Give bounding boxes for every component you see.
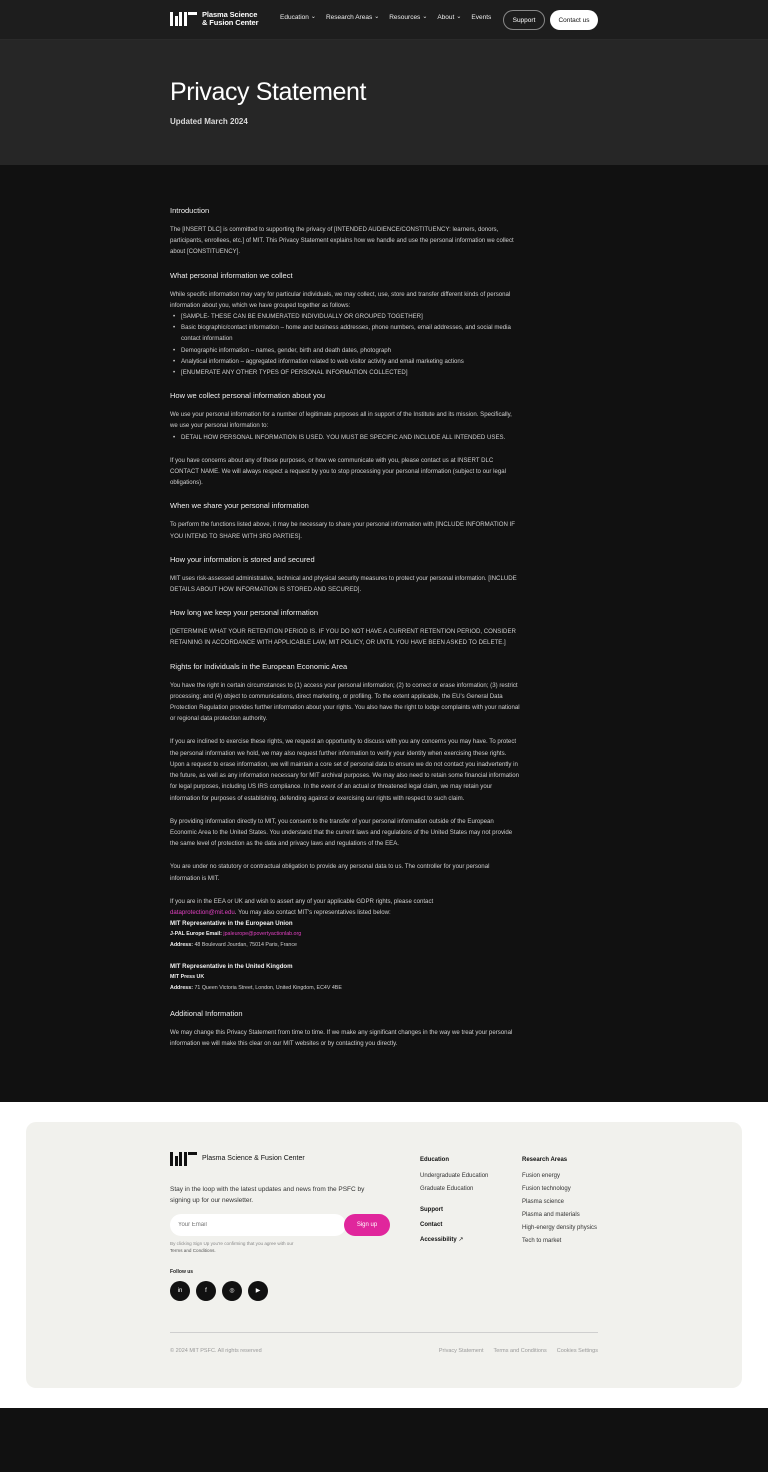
top-navigation-bar [0,0,768,40]
paragraph: [DETERMINE WHAT YOUR RETENTION PERIOD IS. IF YOU DO NOT HAVE A CURRENT RETENTION PERIOD, CONSIDER RETAINING IN ACCORDANCE WITH APPLICABLE LAW, MIT POLICY, OR UNTIL YOU HAVE BEEN ASKED TO DELETE.] [170,628,516,647]
chevron-down-icon: ⌄ [456,14,462,20]
paragraph: The [INSERT DLC] is committed to supporting the privacy of [INTENDED AUDIENCE/CONSTITUENCY: learners, donors, participants, enrollees, etc.] of MIT. This Privacy Statement explains how we handle and use the personal information we collect about [CONSTITUENCY]. [170,226,514,256]
privacy-content [170,165,520,1102]
footer-link-research[interactable]: Plasma and materials [522,1211,580,1218]
chevron-down-icon: ⌄ [422,14,428,20]
youtube-icon[interactable]: ▶ [248,1281,268,1301]
privacy-statement-link[interactable]: Privacy Statement [438,1347,484,1354]
paragraph: If you have concerns about any of these purposes, or how we communicate with you, please contact us at INSERT DLC CONTACT NAME. We will always respect a request by you to stop processing your personal information (subject to our legal obligations). [170,456,506,487]
paragraph: By providing information directly to MIT, you consent to the transfer of your personal information outside of the European Economic Area to the United States. You understand that the current laws and regulations of the United States may not provide the same level of protection as the data and privacy laws and regulations of the EEA. [170,817,513,848]
legal-links [439,1348,598,1354]
paragraph: We use your personal information for a number of legitimate purposes all in support of the Institute and its mission. Specifically, we use your personal information to: [170,411,512,430]
footer-link-support[interactable]: Support [420,1206,443,1213]
footer-link-research[interactable]: Fusion technology [522,1185,571,1192]
paragraph: You are under no statutory or contractual obligation to provide any personal data to us. The controller for your personal information is MIT. [170,863,490,882]
section-heading: Introduction [170,206,210,215]
list-item: • DETAIL HOW PERSONAL INFORMATION IS USED. YOU MUST BE SPECIFIC AND INCLUDE ALL INTENDED USES. [170,432,520,443]
footer-link-research[interactable]: High-energy density physics [522,1224,598,1231]
footer-link-undergrad[interactable]: Undergraduate Education [420,1172,489,1179]
footer-col-research [522,1154,597,1248]
support-button[interactable]: Support [503,10,545,30]
list-item: • Demographic information – names, gender, birth and death dates, photograph [170,345,520,356]
contact-us-button[interactable]: Contact us [550,10,598,30]
footer-logo[interactable]: Plasma Science & Fusion Center [170,1152,305,1166]
nav-resources[interactable]: Resources ⌄ [389,14,428,21]
paragraph: To perform the functions listed above, it may be necessary to share your personal information with [INCLUDE INFORMATION IF YOU INTEND TO SHARE WITH 3RD PARTIES]. [170,521,515,540]
section-heading: How long we keep your personal information [170,608,318,618]
section-heading: How your information is stored and secured [170,554,315,564]
mit-logo-icon [170,12,197,26]
site-footer [26,1122,742,1388]
section-heading: When we share your personal information [170,501,309,511]
mit-logo-icon [170,1152,197,1166]
footer-wrapper [0,1102,768,1408]
footer-link-contact[interactable]: Contact [420,1221,443,1228]
footer-link-grad[interactable]: Graduate Education [420,1185,474,1192]
page-title: Privacy Statement [170,78,367,106]
paragraph: While specific information may vary for particular individuals, we may collect, use, store and transfer different kinds of personal information about you, which we have grouped together as follows: [170,290,511,309]
section-heading: How we collect personal information about you [170,391,326,401]
nav-research-areas[interactable]: Research Areas ⌄ [325,14,380,21]
nav-events[interactable]: Events [471,14,492,21]
footer-link-research[interactable]: Fusion energy [522,1172,561,1179]
data-protection-email-link[interactable]: dataprotection@mit.edu [170,908,235,916]
chevron-down-icon: ⌄ [374,14,380,20]
main-nav [280,14,491,21]
footer-heading-education[interactable]: Education [420,1156,450,1163]
list-item: • Basic biographic/contact information – home and business addresses, phone numbers, email addresses, and social media contact information [170,322,520,344]
cookies-settings-link[interactable]: Cookies Settings [556,1347,598,1354]
chevron-down-icon: ⌄ [310,14,316,20]
logo-text: Plasma Science & Fusion Center [202,10,259,27]
footer-col-education [420,1154,488,1247]
section-heading: Additional Information [170,1009,243,1019]
instagram-icon[interactable]: ◎ [222,1281,242,1301]
footer-heading-research[interactable]: Research Areas [522,1156,568,1163]
list-item: • [SAMPLE- THESE CAN BE ENUMERATED INDIVIDUALLY OR GROUPED TOGETHER] [170,311,520,322]
footer-link-accessibility[interactable]: Accessibility ↗ [420,1236,464,1243]
updated-date: Updated March 2024 [170,117,248,126]
terms-link[interactable]: Terms and Conditions. [170,1247,216,1253]
follow-us-label: Follow us [170,1268,194,1275]
nav-education[interactable]: Education ⌄ [280,14,316,21]
paragraph: MIT uses risk-assessed administrative, technical and physical security measures to protect your personal information. [INCLUDE DETAILS ABOUT HOW INFORMATION IS STORED AND SECURED]. [170,574,517,594]
site-logo[interactable] [170,11,258,27]
footer-link-research[interactable]: Tech to market [522,1237,562,1244]
terms-link[interactable]: Terms and Conditions [493,1347,547,1354]
eu-representative: MIT Representative in the European Union J-PAL Europe Email: jpaleurope@povertyactionlab.org Address: 48 Boulevard Jourdan, 75014 Paris, France [170,920,302,949]
social-links [170,1281,268,1301]
signup-button[interactable]: Sign up [344,1214,390,1236]
paragraph: You have the right in certain circumstances to (1) access your personal information; (2) to correct or erase information; (3) restrict processing; and (4) object to communications, direct marketing, or profiling. To the extent applicable, the EU's General Data Protection Regulation provides further information about your rights. You also have the right to lodge complaints with your national or regional data protection authority. [170,681,520,723]
newsletter-text: Stay in the loop with the latest updates and news from the PSFC by signing up for our newsletter. [170,1185,365,1204]
section-heading: What personal information we collect [170,270,293,280]
list-item: • [ENUMERATE ANY OTHER TYPES OF PERSONAL INFORMATION COLLECTED] [170,367,520,378]
facebook-icon[interactable]: f [196,1281,216,1301]
consent-text: By clicking Sign Up you're confirming that you agree with our Terms and Conditions. [170,1240,370,1254]
page-hero [0,40,768,165]
bullet-list [170,311,520,378]
copyright: © 2024 MIT PSFC. All rights reserved [170,1347,262,1354]
list-item: • Analytical information – aggregated information related to web visitor activity and email marketing actions [170,356,520,367]
nav-about[interactable]: About ⌄ [437,14,462,21]
external-link-icon: ↗ [458,1236,464,1243]
gdpr-paragraph: If you are in the EEA or UK and wish to assert any of your applicable GDPR rights, please contact dataprotection@mit.edu. You may also contact MIT's representatives listed below: [170,897,434,916]
paragraph: We may change this Privacy Statement from time to time. If we make any significant changes in the way we treat your personal information we will make this clear on our MIT websites or by contacting you directly. [170,1029,513,1048]
footer-link-research[interactable]: Plasma science [522,1198,565,1205]
section-heading: Rights for Individuals in the European Economic Area [170,661,348,671]
jpal-email-link[interactable]: jpaleurope@povertyactionlab.org [223,931,302,938]
footer-divider [170,1332,598,1333]
newsletter-email-input[interactable] [170,1214,346,1236]
bullet-list [170,432,520,443]
paragraph: If you are inclined to exercise these rights, we request an opportunity to discuss with you any concerns you may have. To protect the personal information we hold, we may also request further information to verify your identity when exercising these rights. Upon a request to erase information, we will maintain a core set of personal data to ensure we do not contact you inadvertently in the future, as well as any information necessary for MIT archival purposes. We may also need to retain some financial information for legal purposes, including US IRS compliance. In the event of an actual or threatened legal claim, we may retain your information for purposes of establishing, defending against or exercising our rights with respect to such claim. [170,738,519,802]
uk-representative: MIT Representative in the United Kingdom MIT Press UK Address: 71 Queen Victoria Street, London, United Kingdom, EC4V 4BE [170,963,342,992]
linkedin-icon[interactable]: in [170,1281,190,1301]
